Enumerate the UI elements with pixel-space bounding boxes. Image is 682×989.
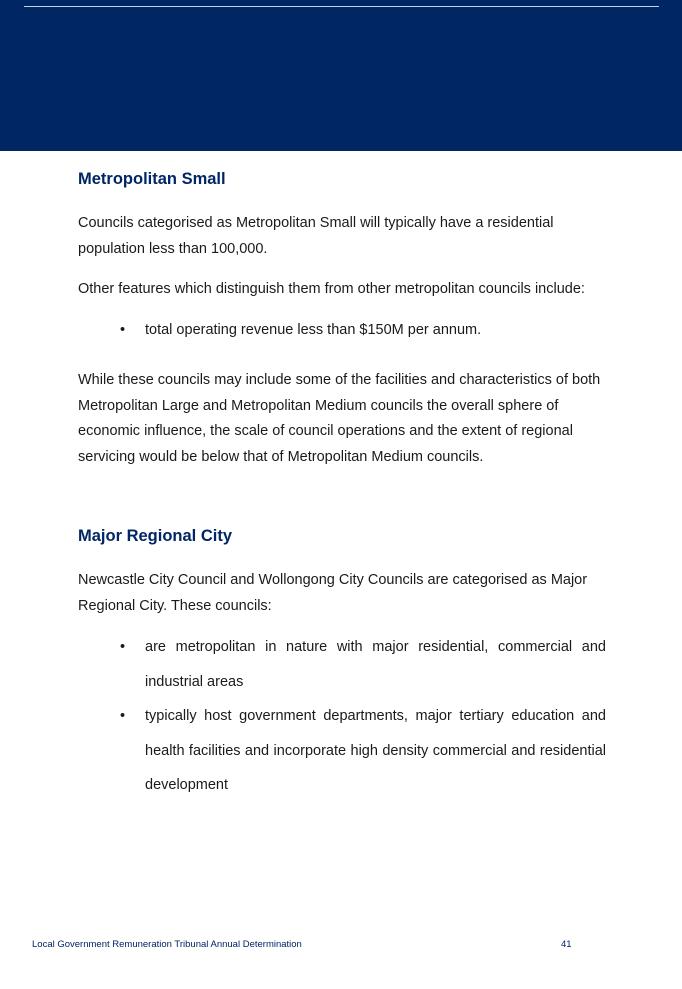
bullet-marker: •: [120, 322, 126, 338]
bullet-list-metropolitan-small: [78, 318, 606, 344]
section-heading-metropolitan-small: Metropolitan Small: [78, 170, 226, 188]
paragraph-metropolitan-small-features: Other features which distinguish them from other metropolitan councils include:: [78, 281, 585, 297]
paragraph-major-regional-city-intro: Newcastle City Council and Wollongong City Councils are categorised as Major Regional City. These councils:: [78, 572, 588, 614]
footer-document-title: Local Government Remuneration Tribunal Annual Determination: [32, 939, 302, 950]
header-band: [0, 0, 682, 151]
bullet-marker: •: [120, 639, 126, 655]
list-item: [78, 318, 606, 344]
list-item: [78, 699, 606, 803]
section-heading-major-regional-city: Major Regional City: [78, 527, 233, 545]
list-item-text: are metropolitan in nature with major residential, commercial and industrial areas: [145, 639, 606, 690]
bullet-list-major-regional-city: [78, 630, 606, 803]
header-rule: [24, 6, 659, 7]
bullet-marker: •: [120, 708, 126, 724]
paragraph-metropolitan-small-population: Councils categorised as Metropolitan Small will typically have a residential population less than 100,000.: [78, 215, 554, 257]
paragraph-metropolitan-small-influence: While these councils may include some of the facilities and characteristics of both Metropolitan Large and Metropolitan Medium councils the overall sphere of economic influence, the scale of council operations and the extent of regional servicing would be below that of Metropolitan Medium councils.: [78, 372, 601, 465]
page-number: 41: [561, 939, 572, 950]
list-item-text: total operating revenue less than $150M per annum.: [145, 322, 482, 338]
list-item: [78, 630, 606, 699]
list-item-text: typically host government departments, major tertiary education and health facilities and incorporate high density commercial and residential development: [145, 708, 606, 793]
